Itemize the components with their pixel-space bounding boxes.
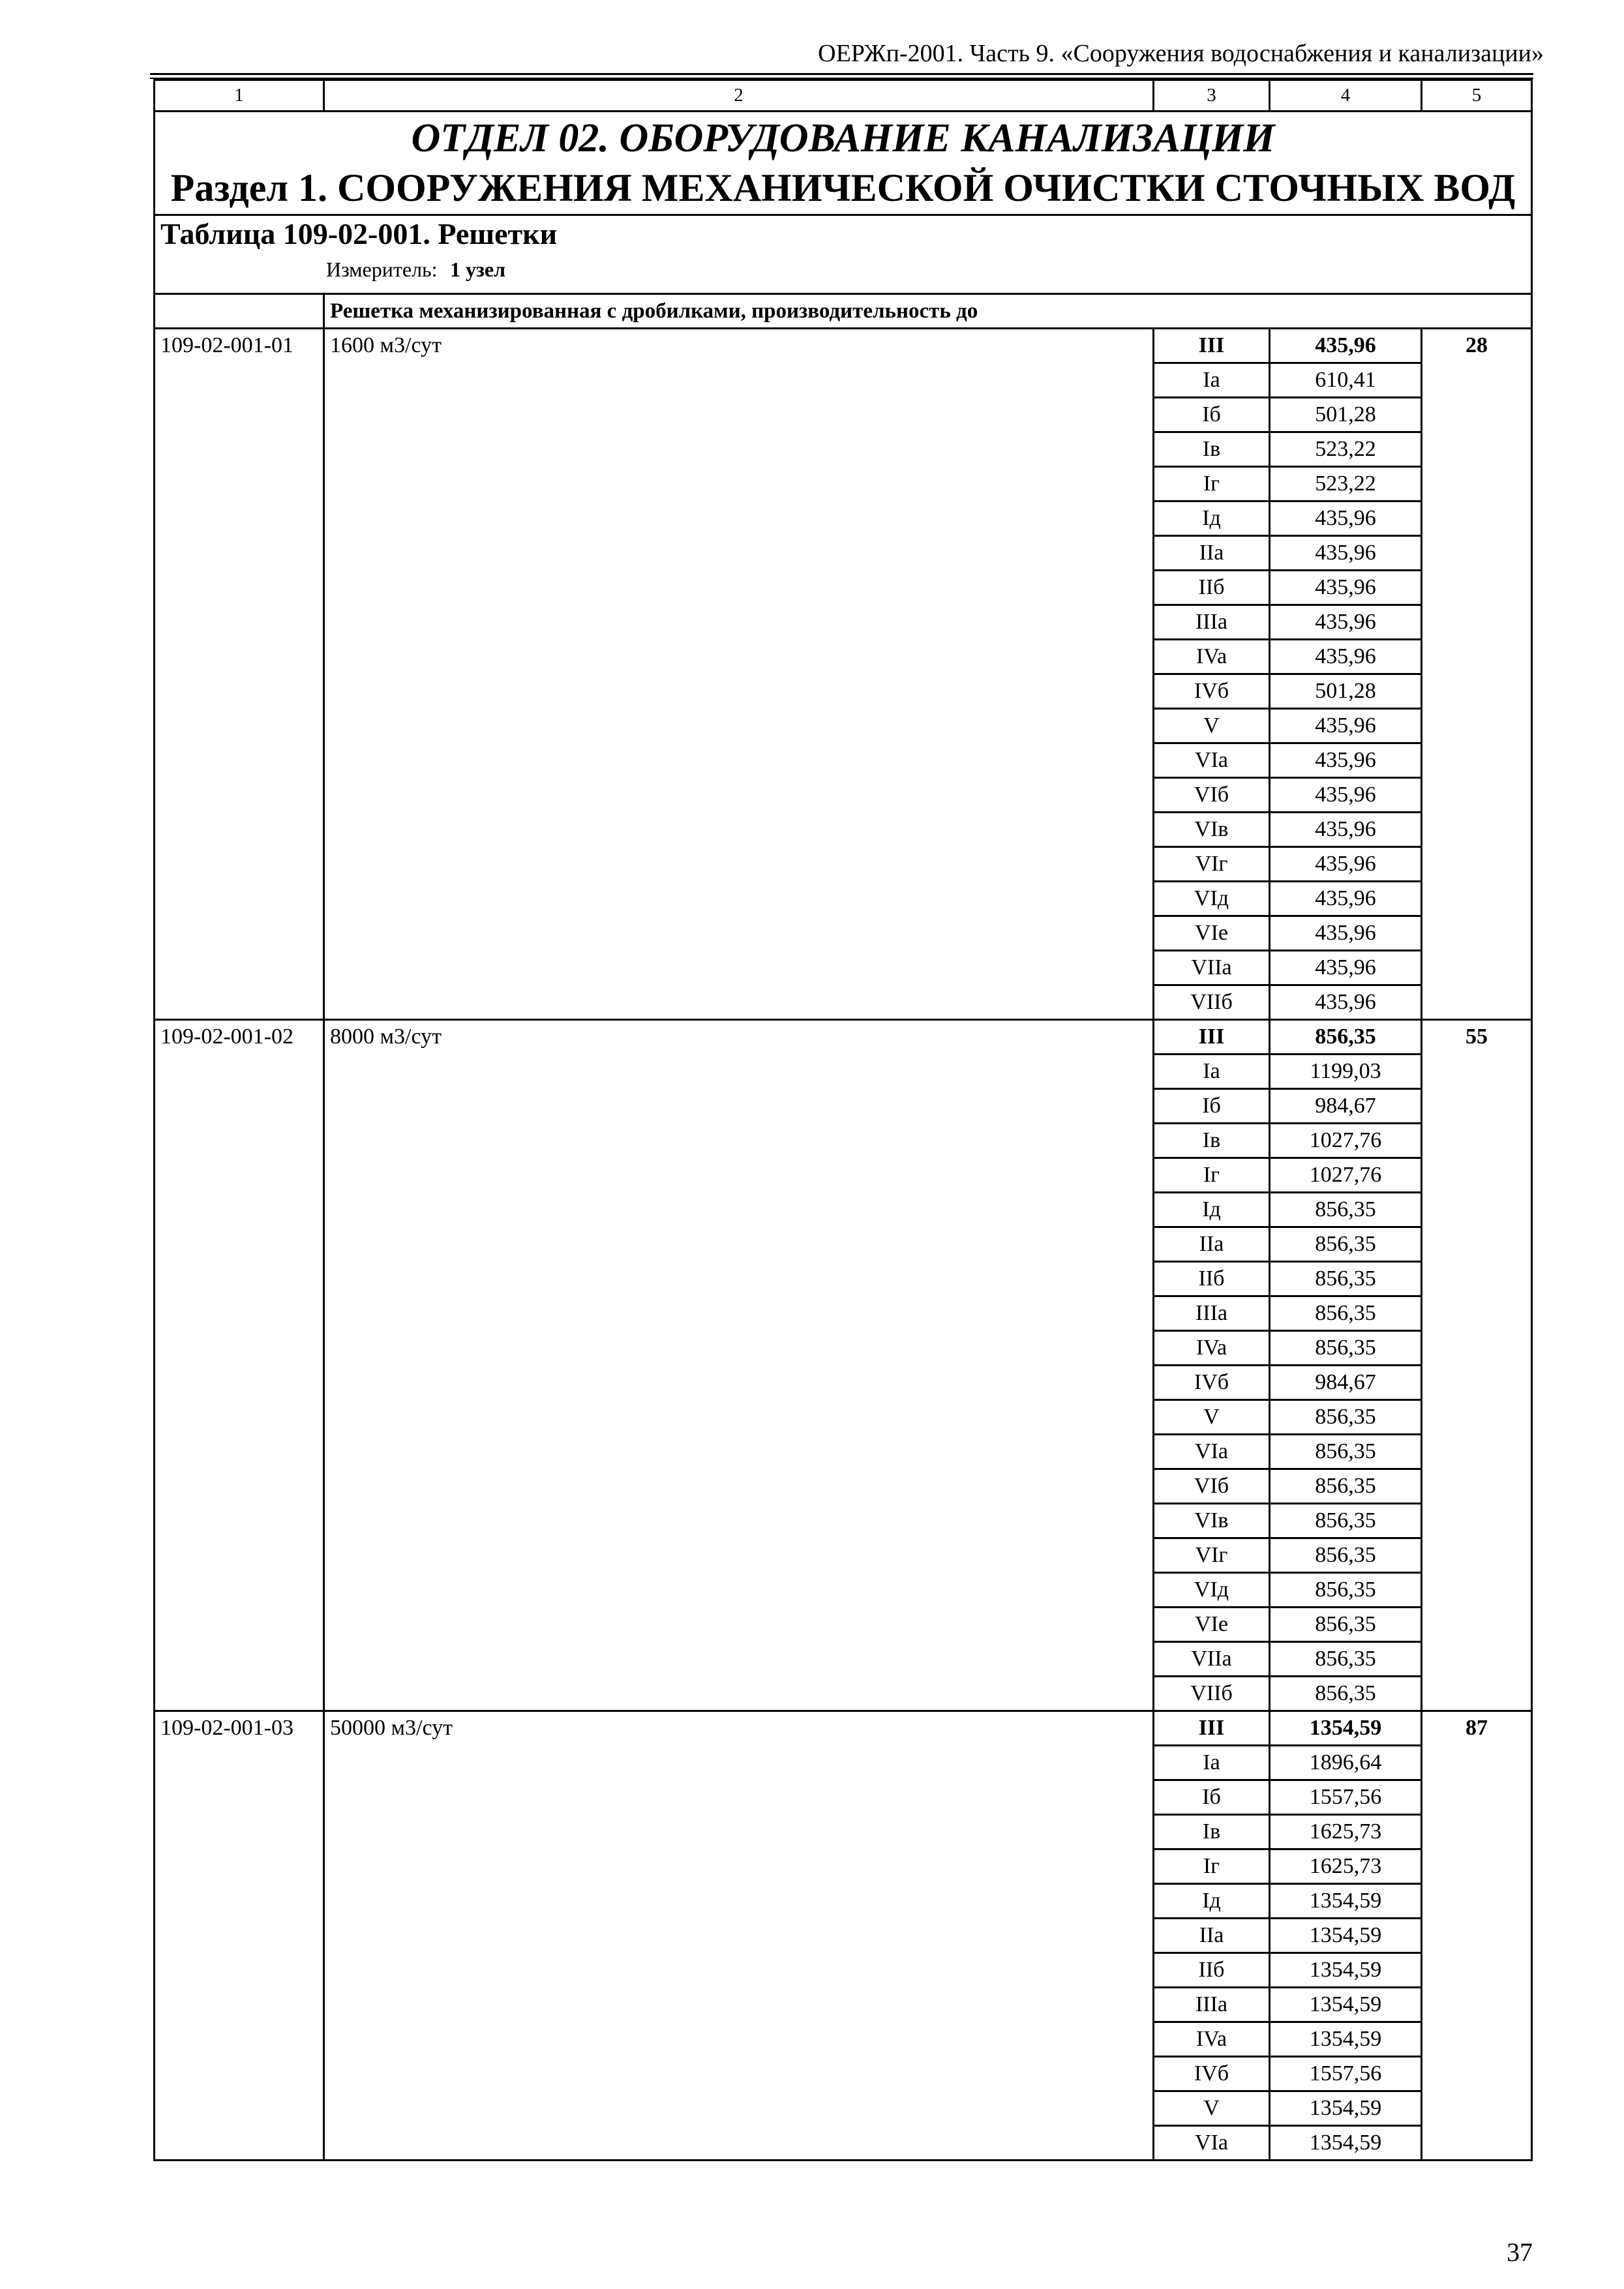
page-number: 37 (1507, 2237, 1533, 2267)
column-number-row (155, 80, 1532, 112)
zone-price: 1199,03 (1270, 1055, 1422, 1089)
zone-label: IIIa (1154, 1296, 1270, 1331)
zone-price: 1027,76 (1270, 1124, 1422, 1158)
zone-price: 1557,56 (1270, 2057, 1422, 2091)
zone-label: Ia (1154, 1746, 1270, 1780)
item-name: 50000 м3/сут (324, 1711, 1154, 2161)
department-title: ОТДЕЛ 02. ОБОРУДОВАНИЕ КАНАЛИЗАЦИИ (411, 116, 1275, 160)
zone-label: VIг (1154, 1538, 1270, 1573)
zone-label: III (1154, 1711, 1270, 1746)
zone-label: VIa (1154, 1435, 1270, 1469)
zone-price: 1354,59 (1270, 1884, 1422, 1919)
zone-price: 501,28 (1270, 674, 1422, 709)
zone-price: 1625,73 (1270, 1815, 1422, 1849)
column-number: 4 (1270, 80, 1422, 112)
section-title: Раздел 1. СООРУЖЕНИЯ МЕХАНИЧЕСКОЙ ОЧИСТКИ СТОЧНЫХ ВОД (170, 166, 1516, 209)
item-code: 109-02-001-02 (155, 1020, 324, 1711)
zone-price: 435,96 (1270, 501, 1422, 536)
zone-price: 856,35 (1270, 1400, 1422, 1435)
zone-price: 856,35 (1270, 1677, 1422, 1711)
zone-label: IVб (1154, 1366, 1270, 1400)
zone-label: IIIa (1154, 605, 1270, 640)
zone-price: 435,96 (1270, 329, 1422, 363)
zone-label: IIIa (1154, 1988, 1270, 2022)
zone-label: Ia (1154, 1055, 1270, 1089)
zone-price: 1625,73 (1270, 1849, 1422, 1884)
price-table (153, 79, 1533, 2161)
zone-label: VIг (1154, 847, 1270, 882)
zone-price: 856,35 (1270, 1435, 1422, 1469)
zone-label: Iв (1154, 432, 1270, 467)
zone-label: VIIa (1154, 1642, 1270, 1677)
zone-label: VIIa (1154, 951, 1270, 985)
zone-label: VIд (1154, 1573, 1270, 1608)
zone-price: 856,35 (1270, 1642, 1422, 1677)
table-header-cell (155, 215, 1532, 294)
zone-price: 984,67 (1270, 1089, 1422, 1124)
zone-price: 435,96 (1270, 605, 1422, 640)
zone-label: IIб (1154, 571, 1270, 605)
zone-price: 435,96 (1270, 951, 1422, 985)
zone-price: 435,96 (1270, 743, 1422, 778)
table-title: Таблица 109-02-001. Решетки (160, 217, 558, 250)
zone-price: 856,35 (1270, 1331, 1422, 1366)
zone-label: V (1154, 1400, 1270, 1435)
item-name: 1600 м3/сут (324, 329, 1154, 1020)
zone-label: Iд (1154, 501, 1270, 536)
zone-price: 523,22 (1270, 432, 1422, 467)
zone-label: VIa (1154, 2126, 1270, 2161)
zone-label: IVa (1154, 2022, 1270, 2057)
column-number: 5 (1422, 80, 1532, 112)
item-code: 109-02-001-03 (155, 1711, 324, 2161)
header-rule (150, 73, 1533, 75)
zone-price: 856,35 (1270, 1020, 1422, 1055)
zone-price: 856,35 (1270, 1469, 1422, 1504)
zone-label: IIa (1154, 1227, 1270, 1262)
zone-label: VIIб (1154, 985, 1270, 1020)
item-name: 8000 м3/сут (324, 1020, 1154, 1711)
zone-price: 435,96 (1270, 882, 1422, 916)
item-total: 28 (1422, 329, 1532, 1020)
column-number: 1 (155, 80, 324, 112)
zone-price: 435,96 (1270, 813, 1422, 847)
zone-price: 856,35 (1270, 1504, 1422, 1538)
empty-cell (155, 294, 324, 329)
zone-price: 435,96 (1270, 640, 1422, 674)
zone-price: 1354,59 (1270, 1953, 1422, 1988)
zone-price: 435,96 (1270, 985, 1422, 1020)
zone-label: IIa (1154, 1919, 1270, 1953)
measure-line (155, 252, 1531, 286)
zone-label: Iд (1154, 1193, 1270, 1227)
zone-label: Iб (1154, 1780, 1270, 1815)
zone-price: 1354,59 (1270, 1919, 1422, 1953)
zone-price: 435,96 (1270, 536, 1422, 571)
zone-price: 1354,59 (1270, 2126, 1422, 2161)
title-row (155, 112, 1532, 215)
zone-price: 856,35 (1270, 1538, 1422, 1573)
zone-price: 1027,76 (1270, 1158, 1422, 1193)
zone-price: 856,35 (1270, 1193, 1422, 1227)
zone-label: IIб (1154, 1953, 1270, 1988)
item-code: 109-02-001-01 (155, 329, 324, 1020)
table-header-row (155, 215, 1532, 294)
zone-price: 435,96 (1270, 847, 1422, 882)
zone-label: IVб (1154, 2057, 1270, 2091)
zone-price: 856,35 (1270, 1262, 1422, 1296)
zone-label: Iг (1154, 1849, 1270, 1884)
zone-price: 501,28 (1270, 398, 1422, 432)
zone-label: V (1154, 709, 1270, 743)
zone-label: V (1154, 2091, 1270, 2126)
zone-label: VIд (1154, 882, 1270, 916)
zone-label: VIa (1154, 743, 1270, 778)
zone-price: 984,67 (1270, 1366, 1422, 1400)
zone-label: Ia (1154, 363, 1270, 398)
zone-label: IIa (1154, 536, 1270, 571)
zone-price: 1354,59 (1270, 2091, 1422, 2126)
column-number: 3 (1154, 80, 1270, 112)
zone-label: Iб (1154, 1089, 1270, 1124)
zone-label: Iб (1154, 398, 1270, 432)
zone-price: 856,35 (1270, 1573, 1422, 1608)
title-cell (155, 112, 1532, 215)
group-description: Решетка механизированная с дробилками, производительность до (324, 294, 1532, 329)
zone-label: IVб (1154, 674, 1270, 709)
zone-label: VIв (1154, 813, 1270, 847)
item-total: 87 (1422, 1711, 1532, 2161)
zone-label: Iв (1154, 1124, 1270, 1158)
zone-label: VIIб (1154, 1677, 1270, 1711)
zone-label: Iд (1154, 1884, 1270, 1919)
zone-price: 1557,56 (1270, 1780, 1422, 1815)
zone-price: 856,35 (1270, 1227, 1422, 1262)
zone-price: 1354,59 (1270, 1988, 1422, 2022)
group-description-row (155, 294, 1532, 329)
zone-label: VIб (1154, 1469, 1270, 1504)
item-total: 55 (1422, 1020, 1532, 1711)
zone-label: VIe (1154, 916, 1270, 951)
zone-label: IVa (1154, 640, 1270, 674)
zone-label: IIб (1154, 1262, 1270, 1296)
zone-price: 1354,59 (1270, 2022, 1422, 2057)
zone-label: III (1154, 1020, 1270, 1055)
table-row (155, 1711, 1532, 1746)
zone-price: 435,96 (1270, 571, 1422, 605)
zone-price: 1896,64 (1270, 1746, 1422, 1780)
zone-price: 435,96 (1270, 916, 1422, 951)
running-header: ОЕРЖп-2001. Часть 9. «Сооружения водоснабжения и канализации» (818, 40, 1544, 67)
column-number: 2 (324, 80, 1154, 112)
zone-label: VIв (1154, 1504, 1270, 1538)
zone-price: 856,35 (1270, 1296, 1422, 1331)
zone-price: 435,96 (1270, 778, 1422, 813)
zone-label: VIe (1154, 1608, 1270, 1642)
zone-price: 435,96 (1270, 709, 1422, 743)
zone-price: 1354,59 (1270, 1711, 1422, 1746)
zone-label: Iг (1154, 1158, 1270, 1193)
measure-label: Измеритель: (326, 258, 438, 281)
zone-label: Iв (1154, 1815, 1270, 1849)
zone-label: VIб (1154, 778, 1270, 813)
zone-label: IVa (1154, 1331, 1270, 1366)
zone-price: 610,41 (1270, 363, 1422, 398)
zone-price: 523,22 (1270, 467, 1422, 501)
measure-value: 1 узел (450, 258, 506, 281)
table-row (155, 329, 1532, 363)
zone-price: 856,35 (1270, 1608, 1422, 1642)
zone-label: Iг (1154, 467, 1270, 501)
zone-label: III (1154, 329, 1270, 363)
table-row (155, 1020, 1532, 1055)
